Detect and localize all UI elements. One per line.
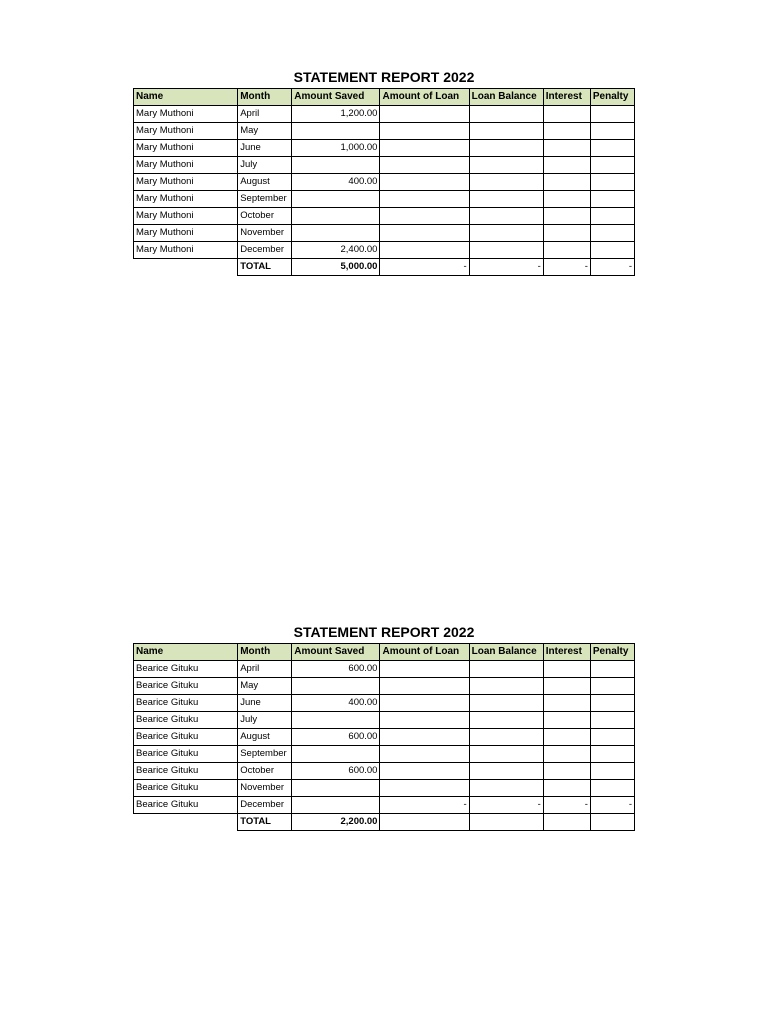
name-cell: Bearice Gituku — [134, 746, 238, 763]
interest-cell — [543, 712, 590, 729]
interest-cell — [543, 208, 590, 225]
loan-balance-cell — [469, 242, 543, 259]
amount-of-loan-cell — [380, 174, 469, 191]
table-row — [134, 763, 635, 780]
penalty-cell — [590, 695, 634, 712]
loan-balance-cell — [469, 140, 543, 157]
loan-balance-cell — [469, 106, 543, 123]
table-row — [134, 729, 635, 746]
month-cell: April — [238, 661, 292, 678]
table-row — [134, 174, 635, 191]
amount-of-loan-cell — [380, 157, 469, 174]
loan-balance-cell — [469, 780, 543, 797]
table-row — [134, 661, 635, 678]
total-penalty: - — [590, 259, 634, 276]
amount-saved-cell — [292, 123, 380, 140]
amount-of-loan-cell — [380, 746, 469, 763]
table-row — [134, 106, 635, 123]
loan-balance-cell: - — [469, 797, 543, 814]
interest-cell — [543, 174, 590, 191]
amount-of-loan-cell — [380, 208, 469, 225]
name-cell: Bearice Gituku — [134, 678, 238, 695]
amount-of-loan-cell — [380, 106, 469, 123]
amount-saved-cell: 1,200.00 — [292, 106, 380, 123]
amount-saved-cell: 600.00 — [292, 729, 380, 746]
penalty-cell — [590, 123, 634, 140]
table-row — [134, 140, 635, 157]
month-cell: August — [238, 174, 292, 191]
amount-of-loan-cell — [380, 780, 469, 797]
interest-cell — [543, 191, 590, 208]
amount-saved-cell: 1,000.00 — [292, 140, 380, 157]
amount-saved-cell — [292, 191, 380, 208]
total-spacer-cell — [134, 814, 238, 831]
interest-cell — [543, 746, 590, 763]
column-header-amount-saved: Amount Saved — [292, 89, 380, 106]
interest-cell: - — [543, 797, 590, 814]
interest-cell — [543, 123, 590, 140]
penalty-cell — [590, 661, 634, 678]
month-cell: October — [238, 208, 292, 225]
column-header-interest: Interest — [543, 644, 590, 661]
loan-balance-cell — [469, 746, 543, 763]
penalty-cell — [590, 729, 634, 746]
amount-of-loan-cell — [380, 242, 469, 259]
amount-of-loan-cell — [380, 678, 469, 695]
interest-cell — [543, 780, 590, 797]
penalty-cell — [590, 208, 634, 225]
amount-saved-cell — [292, 712, 380, 729]
loan-balance-cell — [469, 763, 543, 780]
penalty-cell — [590, 242, 634, 259]
table-row — [134, 797, 635, 814]
total-label: TOTAL — [238, 259, 292, 276]
loan-balance-cell — [469, 678, 543, 695]
amount-of-loan-cell — [380, 712, 469, 729]
loan-balance-cell — [469, 208, 543, 225]
amount-saved-cell — [292, 678, 380, 695]
total-amount-saved: 2,200.00 — [292, 814, 380, 831]
column-header-loan-balance: Loan Balance — [469, 644, 543, 661]
header-row — [134, 89, 635, 106]
amount-of-loan-cell — [380, 225, 469, 242]
statement-table — [133, 643, 635, 831]
column-header-name: Name — [134, 644, 238, 661]
amount-of-loan-cell — [380, 661, 469, 678]
penalty-cell — [590, 763, 634, 780]
amount-of-loan-cell: - — [380, 797, 469, 814]
loan-balance-cell — [469, 191, 543, 208]
amount-of-loan-cell — [380, 140, 469, 157]
column-header-amount-saved: Amount Saved — [292, 644, 380, 661]
loan-balance-cell — [469, 157, 543, 174]
interest-cell — [543, 106, 590, 123]
table-row — [134, 157, 635, 174]
amount-saved-cell: 600.00 — [292, 661, 380, 678]
amount-saved-cell — [292, 746, 380, 763]
statement-report-1 — [133, 66, 635, 276]
name-cell: Mary Muthoni — [134, 208, 238, 225]
interest-cell — [543, 157, 590, 174]
amount-of-loan-cell — [380, 123, 469, 140]
loan-balance-cell — [469, 174, 543, 191]
total-amount-of-loan — [380, 814, 469, 831]
interest-cell — [543, 242, 590, 259]
name-cell: Mary Muthoni — [134, 123, 238, 140]
month-cell: July — [238, 157, 292, 174]
amount-of-loan-cell — [380, 695, 469, 712]
penalty-cell: - — [590, 797, 634, 814]
amount-saved-cell — [292, 780, 380, 797]
amount-saved-cell — [292, 225, 380, 242]
month-cell: November — [238, 225, 292, 242]
total-interest — [543, 814, 590, 831]
penalty-cell — [590, 712, 634, 729]
interest-cell — [543, 695, 590, 712]
month-cell: July — [238, 712, 292, 729]
total-loan-balance — [469, 814, 543, 831]
month-cell: August — [238, 729, 292, 746]
name-cell: Bearice Gituku — [134, 797, 238, 814]
month-cell: April — [238, 106, 292, 123]
name-cell: Bearice Gituku — [134, 763, 238, 780]
name-cell: Mary Muthoni — [134, 157, 238, 174]
loan-balance-cell — [469, 661, 543, 678]
column-header-interest: Interest — [543, 89, 590, 106]
amount-saved-cell — [292, 208, 380, 225]
column-header-month: Month — [238, 89, 292, 106]
name-cell: Bearice Gituku — [134, 661, 238, 678]
interest-cell — [543, 140, 590, 157]
column-header-amount-of-loan: Amount of Loan — [380, 644, 469, 661]
amount-of-loan-cell — [380, 191, 469, 208]
total-label: TOTAL — [238, 814, 292, 831]
penalty-cell — [590, 191, 634, 208]
loan-balance-cell — [469, 225, 543, 242]
total-amount-of-loan: - — [380, 259, 469, 276]
interest-cell — [543, 225, 590, 242]
table-row — [134, 225, 635, 242]
penalty-cell — [590, 174, 634, 191]
table-row — [134, 242, 635, 259]
loan-balance-cell — [469, 695, 543, 712]
interest-cell — [543, 763, 590, 780]
report-title: STATEMENT REPORT 2022 — [293, 69, 475, 85]
penalty-cell — [590, 746, 634, 763]
amount-saved-cell: 2,400.00 — [292, 242, 380, 259]
name-cell: Mary Muthoni — [134, 106, 238, 123]
table-row — [134, 678, 635, 695]
table-row — [134, 695, 635, 712]
amount-of-loan-cell — [380, 763, 469, 780]
month-cell: December — [238, 242, 292, 259]
table-row — [134, 712, 635, 729]
interest-cell — [543, 729, 590, 746]
month-cell: May — [238, 678, 292, 695]
name-cell: Mary Muthoni — [134, 225, 238, 242]
month-cell: October — [238, 763, 292, 780]
penalty-cell — [590, 157, 634, 174]
total-spacer-cell — [134, 259, 238, 276]
penalty-cell — [590, 140, 634, 157]
header-row — [134, 644, 635, 661]
statement-report-2 — [133, 621, 635, 831]
total-amount-saved: 5,000.00 — [292, 259, 380, 276]
name-cell: Bearice Gituku — [134, 729, 238, 746]
table-row — [134, 780, 635, 797]
column-header-amount-of-loan: Amount of Loan — [380, 89, 469, 106]
month-cell: June — [238, 695, 292, 712]
column-header-loan-balance: Loan Balance — [469, 89, 543, 106]
name-cell: Mary Muthoni — [134, 140, 238, 157]
total-row — [134, 259, 635, 276]
total-loan-balance: - — [469, 259, 543, 276]
table-row — [134, 746, 635, 763]
penalty-cell — [590, 780, 634, 797]
column-header-penalty: Penalty — [590, 89, 634, 106]
month-cell: September — [238, 191, 292, 208]
month-cell: June — [238, 140, 292, 157]
name-cell: Mary Muthoni — [134, 242, 238, 259]
penalty-cell — [590, 678, 634, 695]
column-header-month: Month — [238, 644, 292, 661]
interest-cell — [543, 661, 590, 678]
column-header-penalty: Penalty — [590, 644, 634, 661]
month-cell: May — [238, 123, 292, 140]
month-cell: December — [238, 797, 292, 814]
name-cell: Bearice Gituku — [134, 780, 238, 797]
amount-saved-cell — [292, 157, 380, 174]
amount-saved-cell: 400.00 — [292, 695, 380, 712]
amount-saved-cell: 400.00 — [292, 174, 380, 191]
name-cell: Mary Muthoni — [134, 191, 238, 208]
total-row — [134, 814, 635, 831]
loan-balance-cell — [469, 712, 543, 729]
name-cell: Bearice Gituku — [134, 695, 238, 712]
loan-balance-cell — [469, 729, 543, 746]
statement-table — [133, 88, 635, 276]
name-cell: Bearice Gituku — [134, 712, 238, 729]
loan-balance-cell — [469, 123, 543, 140]
name-cell: Mary Muthoni — [134, 174, 238, 191]
month-cell: September — [238, 746, 292, 763]
amount-saved-cell: 600.00 — [292, 763, 380, 780]
total-interest: - — [543, 259, 590, 276]
table-row — [134, 123, 635, 140]
table-row — [134, 208, 635, 225]
total-penalty — [590, 814, 634, 831]
penalty-cell — [590, 225, 634, 242]
report-title: STATEMENT REPORT 2022 — [293, 624, 475, 640]
amount-saved-cell — [292, 797, 380, 814]
penalty-cell — [590, 106, 634, 123]
table-row — [134, 191, 635, 208]
amount-of-loan-cell — [380, 729, 469, 746]
interest-cell — [543, 678, 590, 695]
column-header-name: Name — [134, 89, 238, 106]
month-cell: November — [238, 780, 292, 797]
